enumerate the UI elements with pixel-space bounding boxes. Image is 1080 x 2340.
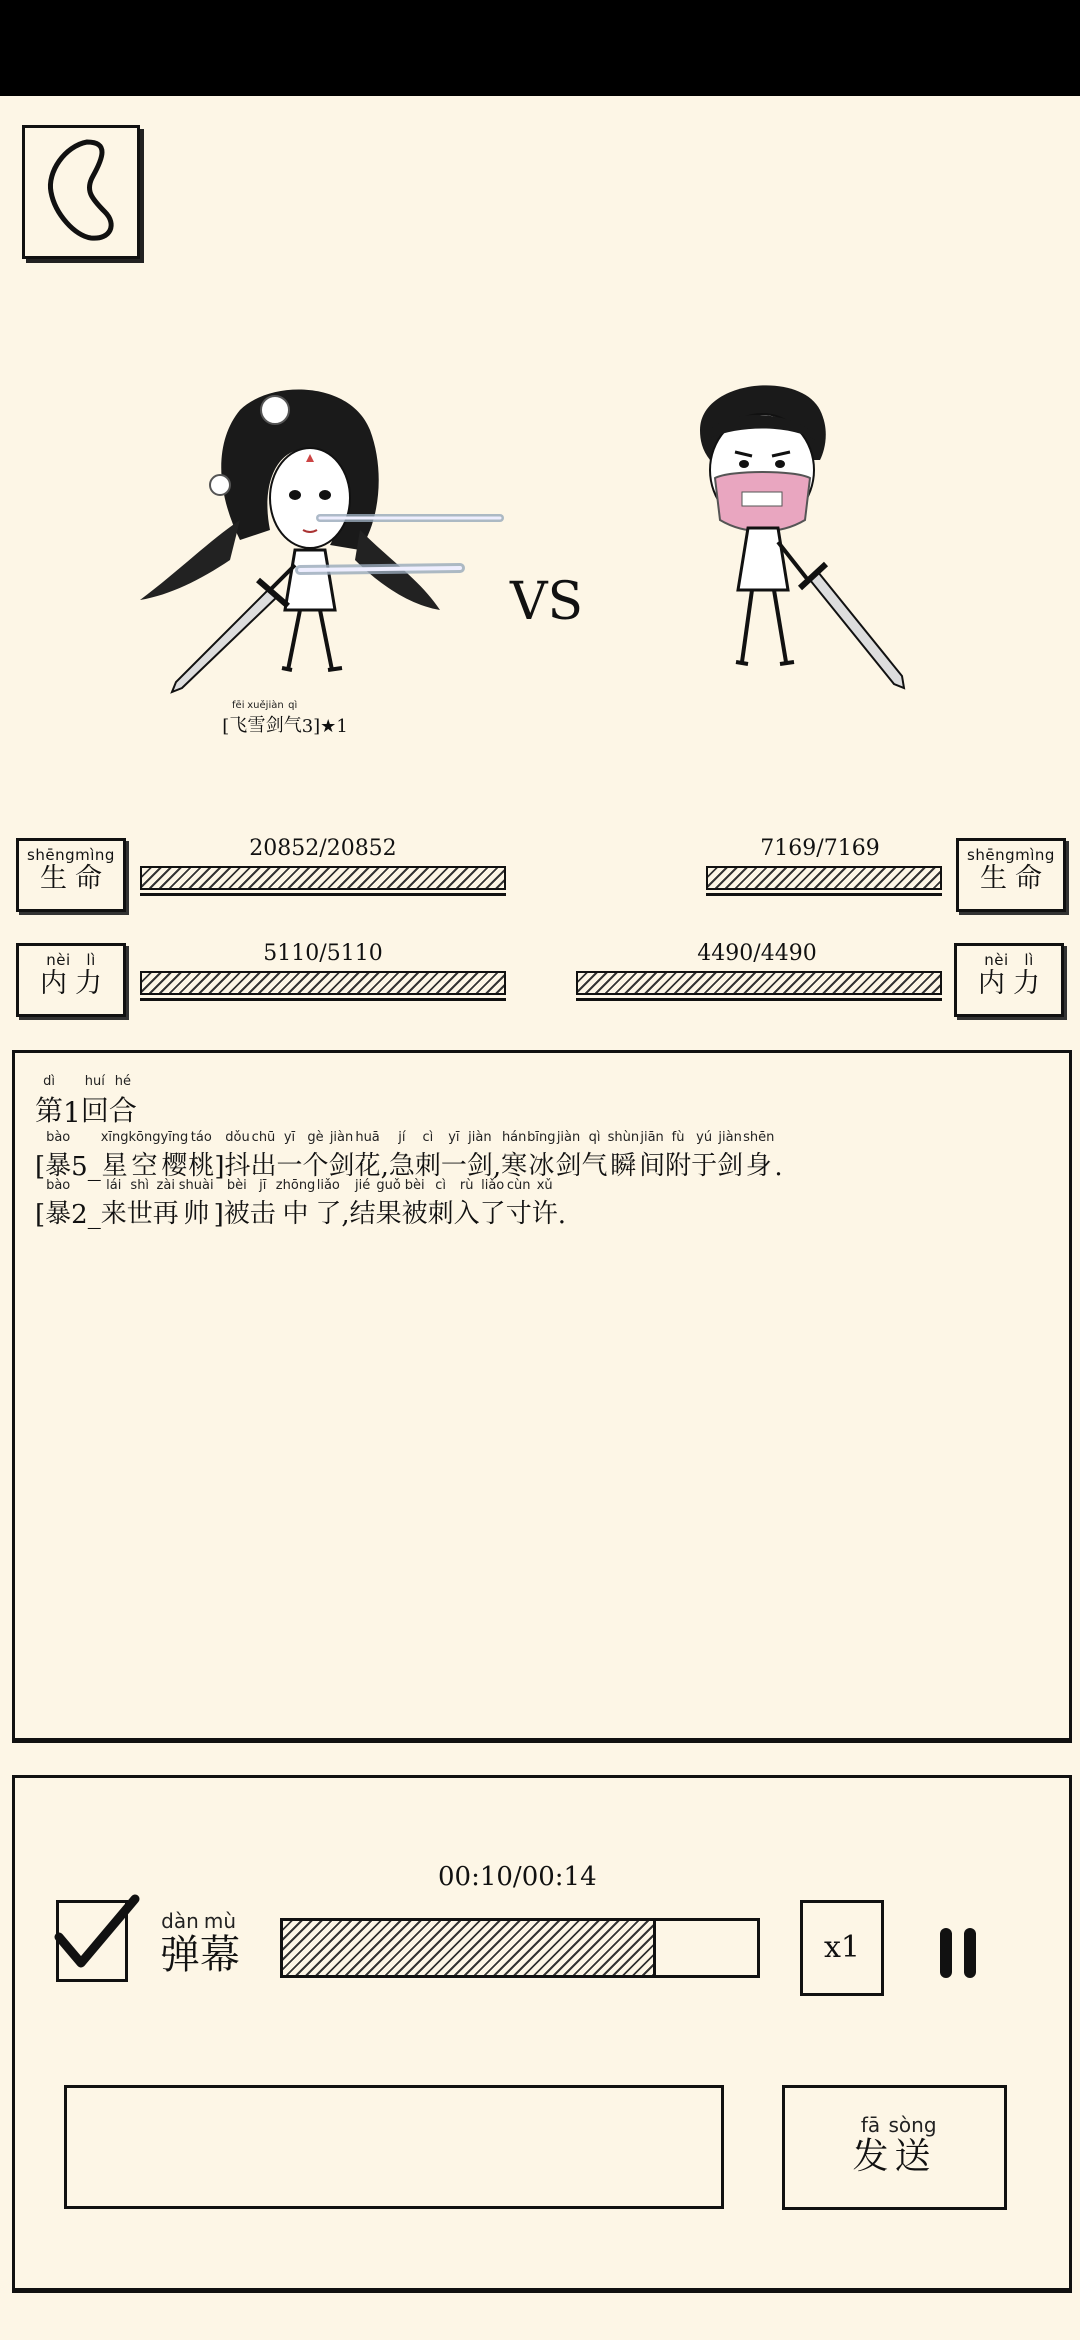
ruby-char [501, 1131, 527, 1182]
ruby-char [743, 1131, 774, 1182]
player-character [120, 370, 510, 700]
ruby-char [582, 1131, 608, 1182]
ruby-char [527, 1131, 555, 1182]
playback-control-panel [12, 1775, 1072, 2293]
hanzi: 发 [852, 2136, 889, 2177]
playback-progress-fill [283, 1921, 656, 1975]
ruby-char [276, 1179, 316, 1230]
ruby-char [888, 2114, 936, 2178]
pinyin: jiàn [329, 1130, 354, 1145]
ruby-char [129, 1131, 161, 1182]
hanzi: 空 [131, 1151, 158, 1181]
pinyin: fēi [232, 700, 245, 711]
pinyin: gè [307, 1130, 324, 1145]
back-button[interactable] [22, 125, 140, 259]
hanzi: 气 [581, 1151, 608, 1181]
ruby-char [717, 1131, 743, 1182]
ruby-char [506, 1179, 532, 1230]
ruby-char [71, 1186, 101, 1230]
hanzi: 5_ [71, 1152, 101, 1182]
pinyin: qì [588, 1130, 601, 1145]
ruby-char [691, 1131, 717, 1182]
hanzi: [ [35, 1152, 46, 1182]
hanzi: , [341, 1200, 350, 1230]
ruby-char [558, 1186, 566, 1230]
enemy-hp-bar [706, 866, 942, 890]
ruby-char [35, 1186, 45, 1230]
ruby-char [376, 1179, 402, 1230]
pinyin: jiān [640, 1130, 664, 1145]
ruby-char [355, 1131, 381, 1182]
pinyin: táo [190, 1130, 212, 1145]
pinyin [341, 1186, 349, 1200]
checkmark-icon [51, 1885, 141, 1975]
pinyin [63, 1082, 81, 1096]
hanzi: 刺 [414, 1151, 441, 1181]
hanzi: 一 [440, 1151, 467, 1181]
hanzi: 剑 [555, 1151, 582, 1181]
ruby-char [415, 1131, 441, 1182]
hanzi: 幕 [200, 1932, 240, 1978]
ruby-char [45, 1131, 71, 1182]
ruby-char [214, 1186, 224, 1230]
hanzi: 被 [401, 1199, 428, 1229]
hanzi: 花 [354, 1151, 381, 1181]
pinyin: cùn [506, 1178, 531, 1193]
player-mp-value: 5110/5110 [263, 941, 383, 966]
hanzi: [ [35, 1200, 46, 1230]
player-skill-label [195, 700, 375, 737]
hp-label-pinyin: shēngmìng [27, 846, 115, 864]
ruby-char [71, 1138, 101, 1182]
hp-label-text: 生命 [40, 863, 110, 894]
hanzi: 一 [276, 1151, 303, 1181]
pinyin: rù [459, 1178, 474, 1193]
hanzi: 星 [101, 1151, 128, 1181]
ruby-char [81, 1075, 109, 1129]
ruby-char [101, 1131, 129, 1182]
pinyin: chū [251, 1130, 276, 1145]
round-header [35, 1075, 137, 1129]
ruby-char [35, 1075, 63, 1129]
pinyin [214, 1186, 224, 1200]
pinyin: sòng [888, 2113, 937, 2137]
pause-button[interactable] [940, 1928, 980, 1980]
hanzi: 2_ [71, 1200, 101, 1230]
skill-chars [229, 700, 302, 736]
player-mp-bar [140, 971, 506, 995]
pinyin: huā [355, 1130, 380, 1145]
skill-suffix: 3]★1 [301, 716, 348, 737]
ruby-char [284, 700, 302, 737]
danmu-label [160, 1910, 240, 1978]
pinyin [381, 1138, 389, 1152]
hanzi: 弹 [160, 1932, 200, 1978]
log-line [35, 1131, 783, 1182]
hanzi: ] [214, 1152, 225, 1182]
pinyin: xīng [100, 1130, 129, 1145]
mp-label-text: 内力 [40, 968, 110, 999]
speed-button[interactable]: x1 [800, 1900, 884, 1996]
pinyin: xǔ [536, 1178, 553, 1193]
hanzi: 合 [108, 1094, 137, 1127]
pinyin: bèi [226, 1178, 247, 1193]
ruby-char [556, 1131, 582, 1182]
hanzi: 再 [152, 1199, 179, 1229]
pinyin: kōng [128, 1130, 161, 1145]
hanzi: 出 [250, 1151, 277, 1181]
hanzi: 抖 [224, 1151, 251, 1181]
ruby-char [250, 1131, 276, 1182]
ruby-char [229, 700, 247, 737]
hanzi: 世 [126, 1199, 153, 1229]
hanzi: 许 [531, 1199, 558, 1229]
hanzi: 冰 [528, 1151, 555, 1181]
hanzi: 来 [100, 1199, 127, 1229]
hanzi: , [492, 1152, 502, 1182]
ruby-char [224, 1179, 250, 1230]
pinyin: yú [696, 1130, 713, 1145]
ruby-char [224, 1131, 250, 1182]
pinyin: zài [156, 1178, 175, 1193]
ruby-char [35, 1138, 45, 1182]
pinyin: cì [435, 1178, 447, 1193]
pinyin [71, 1186, 101, 1200]
hanzi: . [557, 1200, 566, 1230]
hanzi: 暴 [45, 1151, 72, 1181]
ruby-char [63, 1082, 81, 1129]
hanzi: 剑 [717, 1151, 744, 1181]
hanzi: 急 [388, 1151, 415, 1181]
hanzi: , [380, 1152, 389, 1182]
mp-label-pinyin: nèi lì [984, 951, 1034, 969]
ruby-char [493, 1138, 501, 1182]
hanzi: 送 [894, 2136, 931, 2177]
hanzi: 寸 [505, 1199, 532, 1229]
mp-label-pinyin: nèi lì [46, 951, 96, 969]
pinyin: jiàn [468, 1130, 492, 1145]
ruby-char [639, 1131, 665, 1182]
pinyin: jiàn [556, 1130, 581, 1145]
enemy-mp-bar [576, 971, 942, 995]
ruby-char [454, 1179, 480, 1230]
ruby-char [350, 1179, 376, 1230]
ruby-char [247, 700, 265, 737]
enemy-hp-label [956, 838, 1066, 912]
pinyin: shùn [607, 1130, 640, 1145]
hanzi: 桃 [188, 1151, 215, 1181]
ruby-char [303, 1131, 329, 1182]
hanzi: 剑 [466, 1151, 493, 1181]
ruby-char [329, 1131, 355, 1182]
enemy-mp-value: 4490/4490 [697, 941, 817, 966]
pinyin [558, 1186, 566, 1200]
ruby-char [402, 1179, 428, 1230]
ruby-char [266, 700, 284, 737]
pinyin: yīng [160, 1130, 189, 1145]
pinyin: jié [354, 1178, 371, 1193]
pinyin: jī [259, 1178, 267, 1193]
pinyin: fù [671, 1130, 685, 1145]
hanzi: 附 [665, 1151, 692, 1181]
pinyin [493, 1138, 501, 1152]
pinyin: shuài [178, 1178, 214, 1193]
hanzi: 刺 [427, 1199, 454, 1229]
hanzi: ] [213, 1200, 224, 1230]
hanzi: 入 [453, 1199, 480, 1229]
pinyin [35, 1186, 45, 1200]
pinyin: dàn [161, 1909, 199, 1933]
hanzi: 剑 [328, 1151, 355, 1181]
pinyin: shì [130, 1178, 150, 1193]
player-hp-bar [140, 866, 506, 890]
playback-timer: 00:10/00:14 [438, 1862, 597, 1892]
status-bar [0, 0, 1080, 96]
pinyin: bào [46, 1130, 71, 1145]
battle-log-panel[interactable] [12, 1050, 1072, 1743]
hanzi: 回 [80, 1094, 109, 1127]
ruby-char [161, 1131, 189, 1182]
ruby-char [250, 1179, 276, 1230]
hanzi: 身 [745, 1151, 772, 1181]
pinyin: lái [106, 1178, 122, 1193]
pinyin: yī [448, 1130, 460, 1145]
ruby-char [381, 1138, 389, 1182]
pinyin: jiàn [718, 1130, 742, 1145]
send-button[interactable] [782, 2085, 1007, 2210]
hanzi: 中 [282, 1199, 309, 1229]
hanzi: 个 [302, 1151, 329, 1181]
pinyin: hán [501, 1130, 527, 1145]
ruby-char [774, 1138, 782, 1182]
pinyin: jí [398, 1130, 406, 1145]
pinyin: xuě [247, 700, 266, 711]
ruby-char [153, 1179, 179, 1230]
pinyin: liǎo [481, 1178, 505, 1193]
player-mp-label [16, 943, 126, 1017]
hanzi: 暴 [45, 1199, 72, 1229]
ruby-char [127, 1179, 153, 1230]
hanzi: 间 [639, 1151, 666, 1181]
hanzi: 气 [283, 715, 302, 736]
pinyin: zhōng [275, 1178, 316, 1193]
hanzi: 雪 [247, 715, 266, 736]
ruby-char [101, 1179, 127, 1230]
ruby-char [389, 1131, 415, 1182]
ruby-char [277, 1131, 303, 1182]
mp-label-text: 内力 [978, 968, 1048, 999]
hanzi: 被 [223, 1199, 250, 1229]
hanzi: 飞 [229, 715, 248, 736]
hanzi: 剑 [265, 715, 284, 736]
pinyin: liǎo [316, 1178, 340, 1193]
pinyin: yī [283, 1130, 296, 1145]
danmu-message-input[interactable] [64, 2085, 724, 2209]
pause-icon [964, 1928, 976, 1978]
ruby-char [188, 1131, 214, 1182]
ruby-char [341, 1186, 349, 1230]
pinyin: bīng [527, 1130, 556, 1145]
pinyin: huí [84, 1074, 105, 1089]
hanzi: . [774, 1152, 783, 1182]
pinyin: bào [46, 1178, 71, 1193]
player-hp-value: 20852/20852 [249, 836, 397, 861]
ruby-char [441, 1131, 467, 1182]
ruby-char [160, 1910, 200, 1978]
pinyin: qì [288, 700, 298, 711]
hanzi: 1 [63, 1096, 81, 1129]
hp-label-pinyin: shēngmìng [967, 846, 1055, 864]
ruby-char [179, 1179, 214, 1230]
skill-open-bracket: [ [222, 716, 230, 737]
pinyin: shēn [743, 1130, 775, 1145]
enemy-character [680, 370, 920, 700]
ruby-char [532, 1179, 558, 1230]
vs-label: VS [510, 572, 584, 632]
back-arrow-icon [25, 128, 137, 256]
enemy-mp-label [954, 943, 1064, 1017]
pinyin: bèi [404, 1178, 425, 1193]
ruby-char [109, 1075, 137, 1129]
hanzi: 于 [691, 1151, 718, 1181]
hanzi: 樱 [161, 1151, 188, 1181]
ruby-char [480, 1179, 506, 1230]
pinyin: hé [114, 1074, 131, 1089]
pinyin: fā [860, 2113, 881, 2137]
pinyin: mù [203, 1909, 237, 1933]
ruby-char [608, 1131, 640, 1182]
pinyin: dì [43, 1074, 55, 1089]
ruby-char [214, 1138, 224, 1182]
hanzi: 了 [315, 1199, 342, 1229]
hanzi: 了 [479, 1199, 506, 1229]
player-hp-label [16, 838, 126, 912]
pinyin: dǒu [225, 1130, 250, 1145]
ruby-char [852, 2114, 888, 2178]
pinyin [774, 1138, 782, 1152]
pinyin: guǒ [376, 1178, 401, 1193]
ruby-char [45, 1179, 71, 1230]
ruby-char [467, 1131, 493, 1182]
log-line [35, 1179, 566, 1230]
ruby-char [428, 1179, 454, 1230]
hanzi: 帅 [183, 1199, 210, 1229]
ruby-char [315, 1179, 341, 1230]
pause-icon [940, 1928, 952, 1978]
ruby-char [200, 1910, 240, 1978]
hanzi: 果 [375, 1199, 402, 1229]
hanzi: 第 [35, 1094, 64, 1127]
pinyin [71, 1138, 101, 1152]
hanzi: 击 [249, 1199, 276, 1229]
pinyin [35, 1138, 45, 1152]
ruby-char [665, 1131, 691, 1182]
enemy-hp-value: 7169/7169 [760, 836, 880, 861]
hanzi: 结 [349, 1199, 376, 1229]
hp-label-text: 生命 [980, 863, 1050, 894]
danmu-checkbox[interactable] [56, 1900, 128, 1982]
pinyin: cì [422, 1130, 434, 1145]
pinyin [214, 1138, 224, 1152]
hanzi: 瞬 [610, 1151, 637, 1181]
hanzi: 寒 [501, 1151, 528, 1181]
pinyin: jiàn [265, 700, 284, 711]
playback-progress-bar[interactable] [280, 1918, 760, 1978]
